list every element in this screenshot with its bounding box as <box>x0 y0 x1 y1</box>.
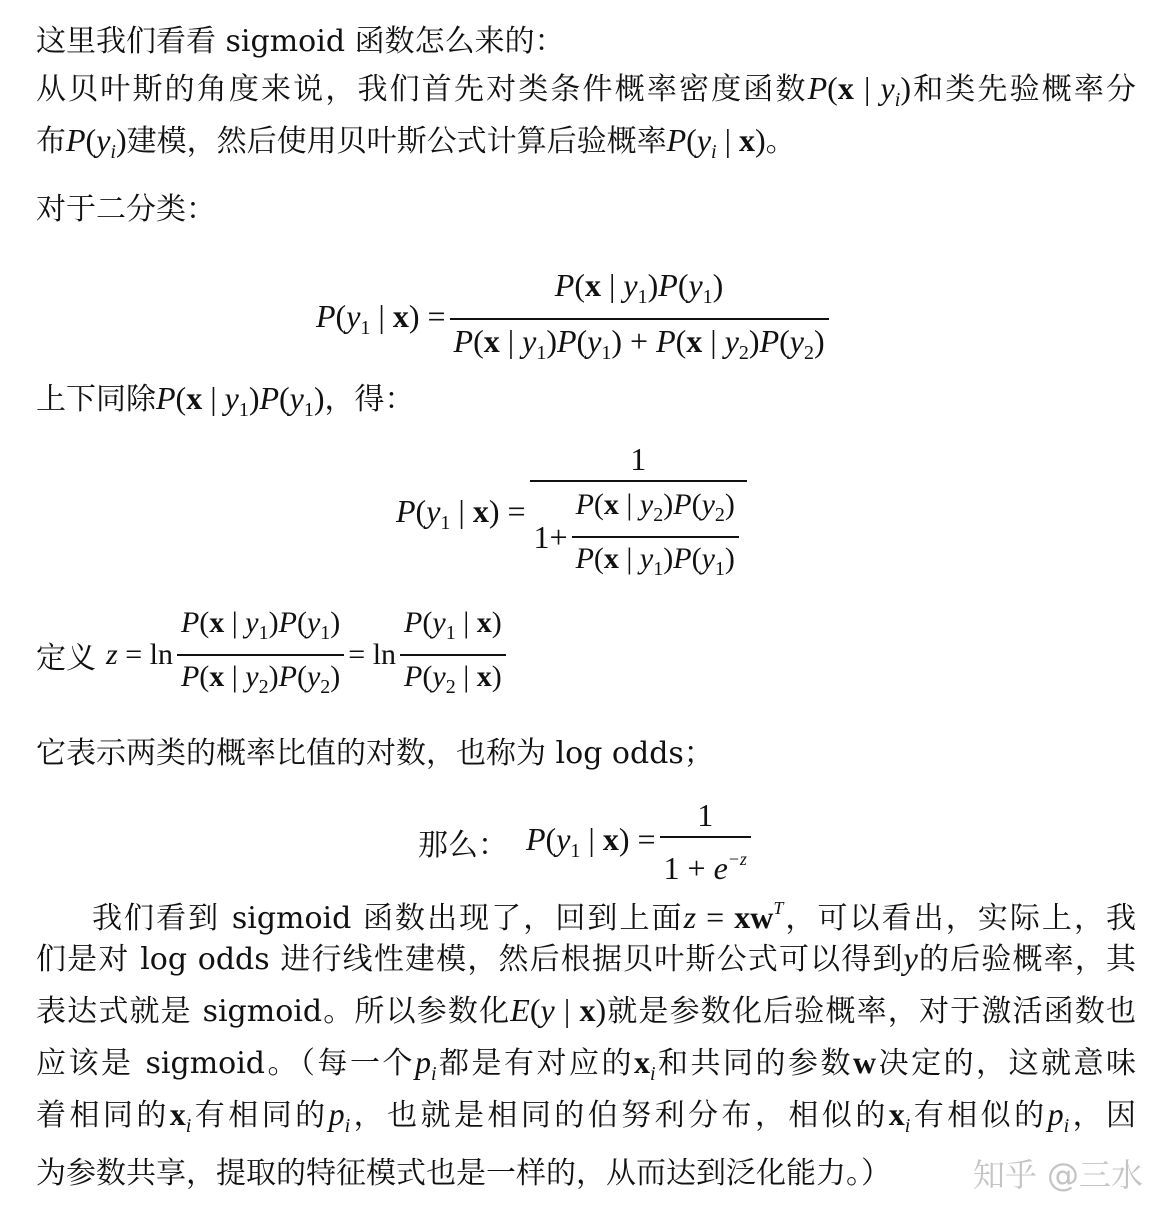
para2-line4 <box>36 1040 1136 1084</box>
divide-text-b: ，得： <box>324 382 415 417</box>
para2-line5 <box>36 1092 1136 1136</box>
formula-x-i-2: $x_i$ <box>169 1096 192 1137</box>
formula-p-i-2: $p_i$ <box>328 1096 351 1137</box>
bayes-fraction: $\frac{P(x | y_1)P(y_1)}{P(x | y_1)P(y_1) + P(x | y_2)P(y_2)}$ <box>450 266 829 372</box>
formula-divisor: P(x | $y_1)P(y_1)$ <box>156 380 325 421</box>
formula-p-i: $p_i$ <box>414 1044 437 1085</box>
para2-l4d: 决定的，这就意味 <box>876 1046 1137 1081</box>
binary-heading-text: 对于二分类： <box>36 192 216 227</box>
para2-l5b: 有相同的 <box>191 1098 329 1133</box>
binary-heading <box>36 188 1136 232</box>
then-prefix: 那么： <box>418 827 508 863</box>
formula-x-i: $x_i$ <box>633 1044 656 1085</box>
para2-l4b: 都是有对应的 <box>436 1046 634 1081</box>
para2-l5a: 着相同的 <box>36 1098 170 1133</box>
formula-p-x-given-yi: P(x | $y_i$) <box>807 70 911 111</box>
divide-text-a: 上下同除 <box>36 382 156 417</box>
para2-l6: 为参数共享，提取的特征模式也是一样的，从而达到泛化能力。） <box>36 1156 891 1191</box>
para2-l1b: ，可以看出，实际上，我 <box>783 901 1137 936</box>
para1-text-a: 从贝叶斯的角度来说，我们首先对类条件概率密度函数 <box>36 72 808 107</box>
divide-line <box>36 376 1136 420</box>
formula-E-y-given-x: E(y | x) <box>510 992 607 1028</box>
posterior-ratio-fraction: $\frac{P(y_1 | x)}{P(y_2 | x)}$ <box>400 604 506 706</box>
equation-bayes: $P(y_1$ | x) = $\frac{P(x | y_1)P(y_1)}{P(x | y_1)P(y_1) + P(x | y_2)P(y_2)}$ <box>316 266 833 372</box>
para2-l3a: 表达式就是 sigmoid。所以参数化 <box>36 994 511 1029</box>
para1-text-c: 布 <box>36 124 66 159</box>
para2-line3 <box>36 988 1136 1032</box>
formula-p-yi: $P(y_i)$ <box>66 122 127 163</box>
log-odds-line <box>36 732 1136 776</box>
para2-l4a: 应该是 sigmoid。（每一个 <box>36 1046 415 1081</box>
para2-l2b: 的后验概率，其 <box>917 942 1137 977</box>
equation-divided: $P(y_1$ | x) = 1 1 + $\frac{P(x | y_2)P(y_2)}{P(x | y_1)P(y_1)}$ <box>396 440 751 588</box>
zhihu-watermark: 知乎 @三水 <box>972 1156 1143 1194</box>
para1-line2 <box>36 118 1136 162</box>
formula-w: w <box>852 1044 877 1080</box>
intro-text: 这里我们看看 sigmoid 函数怎么来的： <box>36 24 565 59</box>
para2-l1a: 我们看到 sigmoid 函数出现了，回到上面 <box>92 901 684 936</box>
formula-p-yi-given-x: $P(y_i$ | x) <box>666 122 766 163</box>
para1-text-b: 和类先验概率分 <box>910 72 1137 107</box>
sigmoid-fraction: $\frac{1}{1 + e^{-z}}$ <box>660 796 751 887</box>
para2-line2 <box>36 936 1136 980</box>
formula-y: y <box>903 940 918 976</box>
para1-line1 <box>36 66 1136 110</box>
formula-z-xwT: $z = xw^T$ <box>683 898 784 935</box>
log-odds-text: 它表示两类的概率比值的对数，也称为 log odds； <box>36 736 714 771</box>
para2-l5e: ，因 <box>1069 1098 1137 1133</box>
divided-fraction: 1 1 + $\frac{P(x | y_2)P(y_2)}{P(x | y_1)P(y_1)}$ <box>530 440 747 588</box>
define-prefix: 定义 <box>36 641 96 676</box>
definition-line: 定义 z = ln $\frac{P(x | y_1)P(y_1)}{P(x | y_2)P(y_2)}$ = ln $\frac{P(y_1 | x)}{P(y_2 | x)}$ <box>36 604 510 706</box>
para2-l4c: 和共同的参数 <box>655 1046 853 1081</box>
para2-l2a: 们是对 log odds 进行线性建模，然后根据贝叶斯公式可以得到 <box>36 942 904 977</box>
para2-l5c: ，也就是相同的伯努利分布，相似的 <box>350 1098 889 1133</box>
para2-l3b: 就是参数化后验概率，对于激活函数也 <box>606 994 1137 1029</box>
odds-fraction: $\frac{P(x | y_1)P(y_1)}{P(x | y_2)P(y_2)}$ <box>177 604 344 706</box>
para1-text-e: 。 <box>765 124 796 159</box>
formula-p-i-3: $p_i$ <box>1047 1096 1070 1137</box>
inner-ratio-fraction: $\frac{P(x | y_2)P(y_2)}{P(x | y_1)P(y_1)}$ <box>572 486 739 588</box>
para2-line6 <box>36 1152 1136 1196</box>
equation-sigmoid: 那么： $P(y_1$ | x) = $\frac{1}{1 + e^{-z}}$ <box>418 796 755 887</box>
para2-l5d: 有相似的 <box>910 1098 1048 1133</box>
intro-line <box>36 20 1136 64</box>
para1-text-d: 建模，然后使用贝叶斯公式计算后验概率 <box>126 124 667 159</box>
para2-line1 <box>92 886 1137 936</box>
formula-x-i-3: $x_i$ <box>888 1096 911 1137</box>
